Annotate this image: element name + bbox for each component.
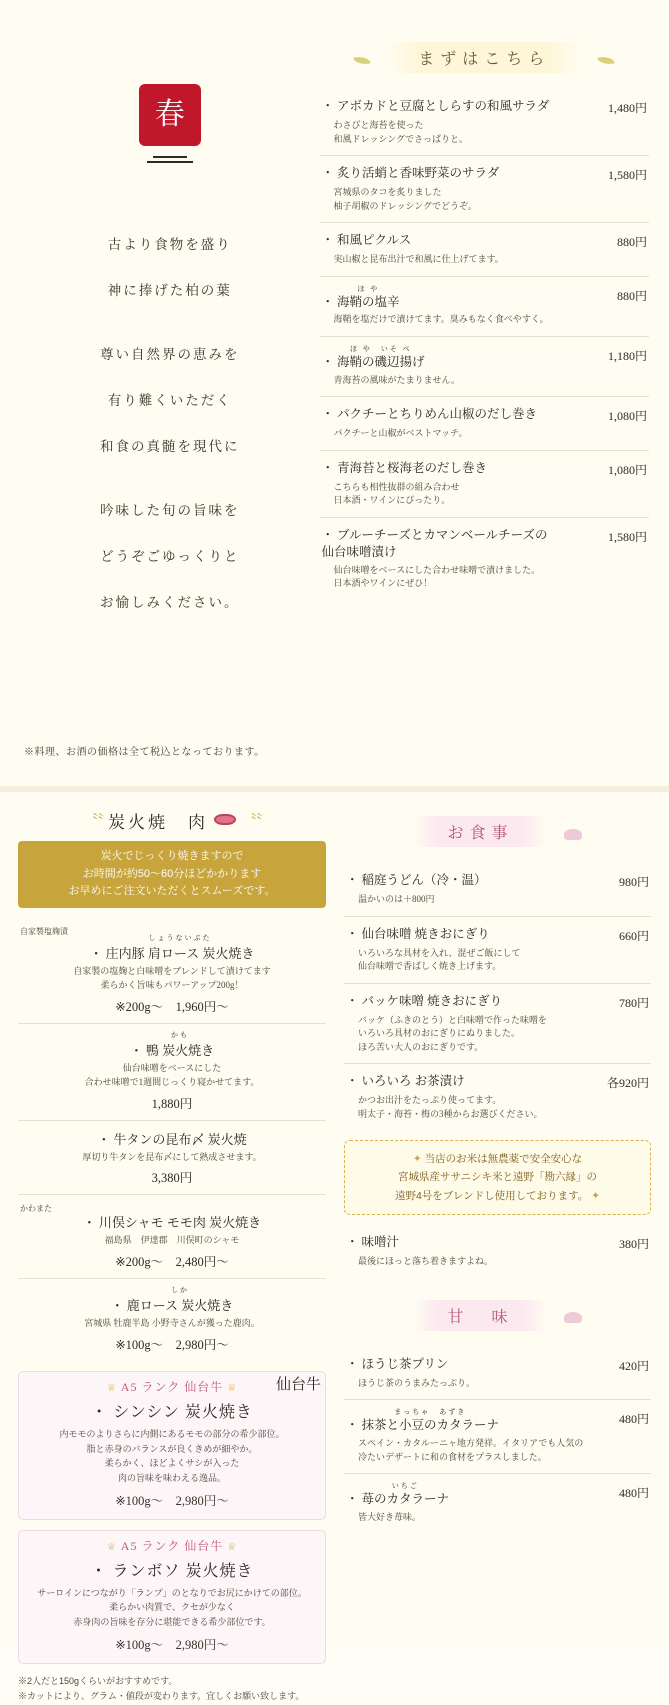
grill-footnotes: [18, 1674, 326, 1705]
meals-list-continued: [344, 1225, 651, 1278]
menu-item-row: [322, 98, 647, 116]
bullet-icon: ・: [321, 233, 335, 247]
menu-item-base-text: 稲庭うどん（冷・温）: [361, 873, 487, 887]
bullet-icon: ・: [321, 99, 335, 113]
poem-line: 神に捧げた柏の葉: [107, 283, 232, 298]
a5-item-price: ※100g〜 2,980円〜: [115, 1493, 229, 1508]
meals-dessert-column: [338, 808, 651, 1639]
crown-icon: ♕: [106, 1383, 117, 1395]
ruby-wrap: [362, 1409, 500, 1434]
ruby-text: しか: [171, 1286, 189, 1295]
menu-item: [320, 222, 649, 276]
menu-item-description: 海鞘を塩だけで漬けてます。臭みもなく食べやすく。: [333, 314, 549, 325]
bullet-icon: ・: [321, 460, 335, 475]
flame-icon: 〝〝: [242, 814, 261, 830]
a5-rank-label: [27, 1378, 317, 1395]
a5-item-description: サーロインにつながり「ランプ」のとなりでお尻にかけての部位。 柔らかい肉質で、クセが少なく 赤身肉の旨味を存分に堪能できる希少部位です。: [37, 1587, 307, 1627]
grill-item: [18, 1023, 326, 1120]
grill-item-base-text: 川俣シャモ モモ肉 炭火焼き: [98, 1215, 262, 1231]
menu-item-name: [322, 406, 608, 423]
grill-item-base-text: 牛タンの昆布〆 炭火焼: [113, 1131, 247, 1147]
grill-item-tag: かわまた: [20, 1204, 52, 1214]
grill-column: [18, 808, 338, 1702]
menu-item-price: 1,080円: [607, 409, 647, 424]
logo-underline: [147, 156, 193, 163]
menu-item-row: [346, 926, 649, 944]
poem-line: 和食の真髄を現代に: [100, 439, 240, 454]
meals-list: [344, 863, 651, 1130]
menu-item-price: 780円: [618, 995, 649, 1010]
crest-glyph: 春: [154, 98, 185, 131]
menu-item: [320, 517, 649, 600]
grill-item-name: [20, 935, 324, 962]
menu-item-base-text: 炙り活蛸と香味野菜のサラダ: [337, 166, 500, 180]
menu-item: [344, 1399, 651, 1473]
menu-item-price: 1,480円: [607, 101, 647, 115]
grill-footnote: ※カットにより、グラム・値段が変わります。宜しくお願い致します。: [18, 1691, 305, 1702]
bullet-icon: ・: [346, 1235, 359, 1250]
a5-rank-text: A5 ランク 仙台牛: [120, 1538, 224, 1553]
menu-item-name: [322, 232, 617, 249]
appetizer-heading-label: まずはこちら: [384, 42, 584, 73]
menu-item-price: 各920円: [606, 1076, 649, 1090]
menu-item-base-text: 苺のカタラーナ: [361, 1492, 450, 1506]
menu-item-description: ほうじ茶のうまみたっぷり。: [358, 1377, 476, 1388]
flame-icon: 〝〝: [83, 814, 102, 830]
grill-notice: [18, 841, 326, 908]
a5-item-name: ・ ランボソ 炭火焼き: [90, 1562, 254, 1580]
menu-item: [320, 396, 649, 450]
grill-item-description: 宮城県 牡鹿半島 小野寺さんが獲った鹿肉。: [84, 1318, 260, 1329]
ruby-text: かも: [171, 1030, 189, 1039]
logo-bar-upper: [153, 156, 187, 158]
bullet-icon: ・: [321, 407, 335, 422]
bullet-icon: ・: [110, 1298, 124, 1314]
menu-item-description: 宮城県のタコを炙りました 柚子胡椒のドレッシングでどうぞ。: [333, 187, 477, 211]
grill-item-price: ※200g〜 1,960円〜: [115, 999, 229, 1014]
menu-item-base-text: 海鞘の塩辛: [337, 294, 400, 309]
menu-item: [344, 1063, 651, 1130]
menu-item-description: かつお出汁をたっぷり使ってます。 明太子・海苔・梅の3種からお選びください。: [358, 1095, 543, 1119]
a5-list: [18, 1371, 326, 1664]
menu-item-base-text: 和風ピクルス: [337, 233, 412, 247]
menu-item: [320, 155, 649, 222]
ruby-wrap: [127, 1287, 234, 1314]
bullet-icon: ・: [346, 1074, 359, 1088]
appetizer-column: [320, 24, 649, 768]
grill-footnote: ※2人だと150gくらいがおすすめです。: [18, 1676, 178, 1687]
menu-item-name: [346, 1356, 619, 1373]
meals-heading-label: お食事: [413, 816, 547, 847]
menu-item-price: 480円: [618, 1486, 649, 1500]
menu-item-description: 青海苔の風味がたまりません。: [333, 374, 461, 385]
grill-list: [18, 918, 326, 1362]
grill-item: [18, 1120, 326, 1195]
menu-item-name: [346, 1409, 619, 1434]
menu-item: [344, 863, 651, 916]
ruby-text: しょうないぶた: [148, 933, 212, 942]
stamp-text: 仙台牛: [275, 1377, 321, 1394]
grill-notice-text: 炭火でじっくり焼きますので お時間が約50〜60分ほどかかります お早めにご注文いただくとスムーズです。: [68, 850, 276, 898]
menu-item-name: [322, 346, 608, 371]
grill-item-description: 仙台味噌をベースにした 合わせ味噌で1週間じっくり寝かせてます。: [84, 1062, 260, 1087]
menu-item-name: [346, 1483, 619, 1508]
bullet-icon: ・: [346, 1356, 359, 1371]
menu-item-name: [346, 872, 619, 889]
dessert-list: [344, 1347, 651, 1534]
poem: [20, 233, 320, 611]
menu-item-price: 1,180円: [607, 348, 647, 363]
grill-item-tag: 自家製塩麹漬: [20, 926, 68, 936]
menu-item-row: [346, 993, 649, 1011]
menu-item-description: 皆大好き苺味。: [358, 1511, 422, 1522]
bullet-icon: ・: [321, 354, 335, 369]
menu-item-base-text: 青海苔と桜海老のだし巻き: [337, 460, 488, 475]
ruby-wrap: [337, 286, 400, 311]
grill-item: [18, 1194, 326, 1278]
menu-item-price: 660円: [618, 928, 649, 943]
menu-item-price: 1,080円: [607, 462, 647, 477]
bullet-icon: ・: [321, 166, 335, 180]
menu-item-name: [346, 1073, 607, 1090]
menu-item: [320, 450, 649, 517]
rice-promo: [344, 1140, 651, 1215]
crest-icon: [139, 84, 201, 146]
tax-note: ※料理、お酒の価格は全て税込となっております。: [24, 747, 265, 758]
menu-item-description: こちらも相性抜群の組み合わせ 日本酒・ワインにぴったり。: [333, 481, 460, 506]
menu-item-base-text: ブルーチーズとカマンベールチーズの 仙台味噌漬け: [321, 527, 548, 559]
dessert-heading: [344, 1292, 651, 1341]
grill-item-price: 3,380円: [151, 1171, 193, 1186]
menu-item-row: [322, 406, 647, 424]
menu-item-base-text: アボカドと豆腐としらすの和風サラダ: [337, 99, 550, 113]
menu-item-row: [346, 1483, 649, 1508]
menu-item-price: 880円: [616, 235, 647, 249]
grill-item-description: 福島県 伊達郡 川俣町のシャモ: [104, 1235, 240, 1246]
menu-item-row: [346, 872, 649, 890]
bottom-section: [0, 786, 669, 1702]
menu-item-row: [346, 1234, 649, 1252]
bullet-icon: ・: [346, 1492, 359, 1506]
appetizer-heading: [320, 34, 649, 83]
menu-item: [320, 276, 649, 336]
menu-item-price: 420円: [618, 1358, 649, 1373]
grill-item: [18, 918, 326, 1023]
grill-heading: [18, 808, 326, 833]
brand-and-poem-column: [20, 24, 320, 768]
menu-item: [344, 983, 651, 1064]
ruby-text: まっちゃ あずき: [394, 1408, 467, 1417]
menu-item-description: 最後にほっと落ち着きますよね。: [358, 1256, 494, 1267]
grill-item-description: 自家製の塩麹と白味噌をブレンドして漬けてます 柔らかく旨味もパワーアップ200g！: [73, 965, 271, 990]
leaf-icon: [353, 54, 371, 66]
ruby-wrap: [362, 1483, 450, 1508]
menu-item: [344, 1473, 651, 1533]
bullet-icon: ・: [82, 1215, 96, 1231]
menu-item-description: わさびと海苔を使った 和風ドレッシングでさっぱりと。: [333, 120, 469, 144]
poem-line: お愉しみください。: [100, 595, 240, 610]
menu-item-price: 1,580円: [607, 529, 647, 544]
bullet-icon: ・: [346, 873, 359, 887]
sendai-beef-stamp: [276, 1378, 321, 1394]
bullet-icon: ・: [97, 1131, 111, 1147]
menu-item-description: スペイン・カタルーニャ地方発祥。イタリアでも人気の 冷たいデザートに和の食材をプラスしました。: [358, 1438, 584, 1462]
a5-item-description: 内モモのよりさらに内側にあるモモの部分の希少部位。 脂と赤身のバランスが良くきめが細やか。 柔らかく、ほどよくサシが入った 肉の旨味を味わえる逸品。: [59, 1429, 285, 1483]
menu-item-name: [346, 926, 619, 943]
a5-item-name: ・ シンシン 炭火焼き: [91, 1404, 253, 1422]
promo-flourish-left: ✦: [412, 1153, 422, 1165]
menu-item-name: [322, 165, 608, 182]
menu-item-price: 480円: [618, 1412, 649, 1427]
menu-item-base-text: いろいろ お茶漬け: [361, 1074, 465, 1088]
grill-item-name: [20, 1212, 324, 1231]
ruby-wrap: [106, 935, 255, 962]
bullet-icon: ・: [129, 1042, 143, 1058]
menu-item-base-text: 海鞘の磯辺揚げ: [337, 354, 425, 369]
poem-line: どうぞごゆっくりと: [100, 549, 240, 564]
leaf-icon: [598, 54, 616, 66]
a5-rank-label: [27, 1537, 317, 1554]
logo-bar-lower: [147, 161, 193, 163]
dessert-heading-label: 甘 味: [413, 1300, 547, 1331]
menu-item: [320, 89, 649, 155]
meat-icon: [214, 814, 236, 825]
grill-item-price: ※100g〜 2,980円〜: [115, 1338, 229, 1353]
menu-item-row: [322, 286, 647, 311]
poem-line: 尊い自然界の恵みを: [100, 347, 240, 362]
grill-item-description: 厚切り牛タンを昆布〆にして熟成させます。: [82, 1151, 262, 1162]
menu-item-description: 温かいのは＋800円: [358, 894, 435, 904]
menu-item-price: 880円: [616, 288, 647, 303]
menu-item-name: [346, 1234, 619, 1251]
bullet-icon: ・: [321, 294, 335, 309]
poem-line: 古より食物を盛り: [107, 237, 232, 252]
menu-item-base-text: ほうじ茶プリン: [361, 1356, 449, 1371]
menu-item-base-text: パクチーとちりめん山椒のだし巻き: [337, 407, 538, 422]
grill-item-name: [20, 1129, 324, 1148]
menu-item-row: [346, 1409, 649, 1434]
menu-item-row: [346, 1356, 649, 1374]
menu-item-description: いろいろな具材を入れ、混ぜご飯にして 仙台味噌で香ばしく焼き上げます。: [358, 947, 521, 971]
ruby-text: ほ や: [357, 284, 380, 293]
bullet-icon: ・: [89, 945, 103, 961]
crown-icon: ♕: [227, 1383, 238, 1395]
menu-item: [344, 1225, 651, 1278]
menu-item-price: 1,580円: [607, 168, 647, 182]
poem-line: 吟味した旬の旨味を: [100, 503, 240, 518]
promo-flourish-right: ✦: [591, 1189, 601, 1202]
menu-item-description: 仙台味噌をベースにした合わせ味噌で漬けました。 日本酒やワインにぜひ！: [333, 564, 541, 588]
menu-item-base-text: バッケ味噌 焼きおにぎり: [361, 993, 503, 1008]
ruby-wrap: [146, 1032, 214, 1059]
a5-item: [18, 1530, 326, 1664]
menu-item-price: 380円: [618, 1237, 649, 1252]
menu-item: [320, 336, 649, 396]
menu-item-base-text: 仙台味噌 焼きおにぎり: [361, 926, 490, 941]
menu-item-row: [322, 527, 647, 561]
menu-item: [344, 1347, 651, 1400]
bullet-icon: ・: [346, 993, 359, 1008]
ruby-text: ほ や いそ べ: [350, 344, 412, 353]
grill-item-base-text: 鹿ロース 炭火焼き: [126, 1298, 234, 1314]
ruby-wrap: [337, 346, 425, 371]
bullet-icon: ・: [346, 926, 359, 941]
menu-item-row: [346, 1073, 649, 1091]
menu-item-row: [322, 460, 647, 478]
menu-item-description: パクチーと山椒がベストマッチ。: [333, 428, 468, 439]
bullet-icon: ・: [321, 527, 335, 542]
logo: [20, 84, 320, 163]
a5-rank-text: A5 ランク 仙台牛: [120, 1380, 224, 1395]
a5-item: [18, 1371, 326, 1520]
menu-item-row: [322, 346, 647, 371]
menu-item: [344, 916, 651, 983]
menu-item-name: [322, 286, 617, 311]
shell-icon: [564, 1312, 582, 1323]
shell-icon: [564, 829, 582, 840]
grill-item-name: [20, 1032, 324, 1059]
menu-item-row: [322, 165, 647, 183]
grill-item: [18, 1278, 326, 1361]
menu-item-name: [346, 993, 619, 1010]
menu-item-name: [322, 98, 608, 115]
menu-item-price: 980円: [618, 875, 649, 889]
menu-item-name: [322, 460, 608, 477]
appetizer-list: [320, 89, 649, 600]
top-section: [0, 0, 669, 786]
meals-heading: [344, 808, 651, 857]
rice-promo-text: 当店のお米は無農薬で安全安心な 宮城県産ササニシキ米と遠野「勘六縁」の 遠野4号をブレンドし使用しております。: [394, 1153, 598, 1202]
grill-item-base-text: 鴨 炭火焼き: [145, 1042, 215, 1058]
crown-icon: ♕: [106, 1541, 117, 1553]
menu-item-name: [322, 527, 608, 561]
bullet-icon: ・: [346, 1418, 359, 1433]
grill-item-price: ※200g〜 2,480円〜: [115, 1255, 229, 1270]
grill-item-base-text: 庄内豚 肩ロース 炭火焼き: [105, 945, 255, 961]
poem-line: 有り難くいただく: [107, 393, 232, 408]
menu-item-row: [322, 232, 647, 250]
crown-icon: ♕: [227, 1541, 238, 1553]
ruby-text: いちご: [391, 1482, 419, 1490]
a5-item-price: ※100g〜 2,980円〜: [115, 1638, 229, 1653]
grill-heading-label: 炭火焼 肉: [108, 813, 208, 832]
menu-item-description: 実山椒と昆布出汁で和風に仕上げてます。: [333, 254, 504, 264]
grill-item-name: [20, 1287, 324, 1314]
menu-item-base-text: 味噌汁: [361, 1235, 400, 1250]
grill-item-price: 1,880円: [151, 1096, 193, 1111]
menu-item-description: バッケ（ふきのとう）と白味噌で作った味噌を いろいろ具材のおにぎりにぬりました。 ほろ苦い大人のおにぎりです。: [358, 1014, 548, 1052]
menu-item-base-text: 抹茶と小豆のカタラーナ: [361, 1418, 500, 1433]
